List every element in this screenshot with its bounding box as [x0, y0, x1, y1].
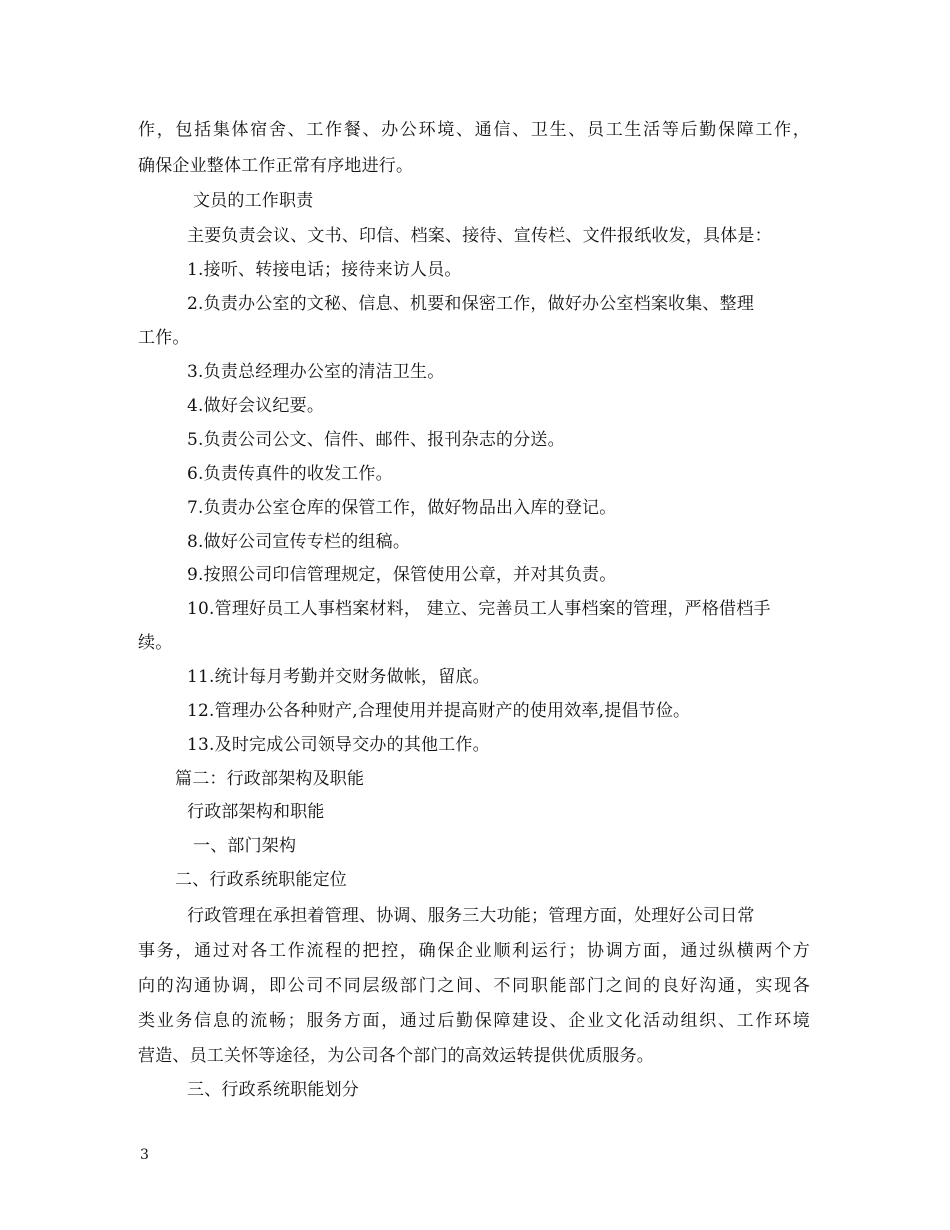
list-item: 2.负责办公室的文秘、信息、机要和保密工作，做好办公室档案收集、整理 — [187, 294, 755, 314]
section-heading: 行政部架构和职能 — [187, 802, 325, 822]
text-line: 作，包括集体宿舍、工作餐、办公环境、通信、卫生、员工生活等后勤保障工作， — [138, 120, 810, 140]
text-line: 向的沟通协调，即公司不同层级部门之间、不同职能部门之间的良好沟通，实现各 — [138, 976, 810, 996]
text-line: 续。 — [138, 633, 173, 653]
list-item: 4.做好会议纪要。 — [187, 396, 325, 416]
text-line: 营造、员工关怀等途径，为公司各个部门的高效运转提供优质服务。 — [138, 1046, 654, 1066]
list-item: 1.接听、转接电话；接待来访人员。 — [187, 260, 462, 280]
list-item: 11.统计每月考勤并交财务做帐，留底。 — [187, 667, 490, 687]
list-item: 3.负责总经理办公室的清洁卫生。 — [187, 362, 445, 382]
page-number: 3 — [140, 1147, 149, 1163]
list-item: 9.按照公司印信管理规定，保管使用公章，并对其负责。 — [187, 565, 617, 585]
list-item: 12.管理办公各种财产,合理使用并提高财产的使用效率,提倡节俭。 — [187, 701, 691, 721]
text-line: 确保企业整体工作正常有序地进行。 — [138, 156, 414, 176]
section-heading: 篇二：行政部架构及职能 — [175, 769, 365, 789]
text-line: 主要负责会议、文书、印信、档案、接待、宣传栏、文件报纸收发，具体是： — [187, 226, 772, 246]
list-item: 10.管理好员工人事档案材料， 建立、完善员工人事档案的管理，严格借档手 — [187, 599, 771, 619]
list-item: 5.负责公司公文、信件、邮件、报刊杂志的分送。 — [187, 430, 565, 450]
list-item: 6.负责传真件的收发工作。 — [187, 464, 393, 484]
text-line: 事务，通过对各工作流程的把控，确保企业顺利运行；协调方面，通过纵横两个方 — [138, 941, 810, 961]
section-heading: 二、行政系统职能定位 — [175, 870, 347, 890]
section-heading: 三、行政系统职能划分 — [187, 1080, 359, 1100]
list-item: 7.负责办公室仓库的保管工作，做好物品出入库的登记。 — [187, 498, 617, 518]
text-line: 工作。 — [138, 328, 190, 348]
section-heading: 文员的工作职责 — [193, 191, 314, 211]
text-line: 类业务信息的流畅；服务方面，通过后勤保障建设、企业文化活动组织、工作环境 — [138, 1011, 810, 1031]
list-item: 13.及时完成公司领导交办的其他工作。 — [187, 735, 490, 755]
section-heading: 一、部门架构 — [193, 836, 297, 856]
text-line: 行政管理在承担着管理、协调、服务三大功能；管理方面，处理好公司日常 — [187, 906, 755, 926]
list-item: 8.做好公司宣传专栏的组稿。 — [187, 532, 411, 552]
